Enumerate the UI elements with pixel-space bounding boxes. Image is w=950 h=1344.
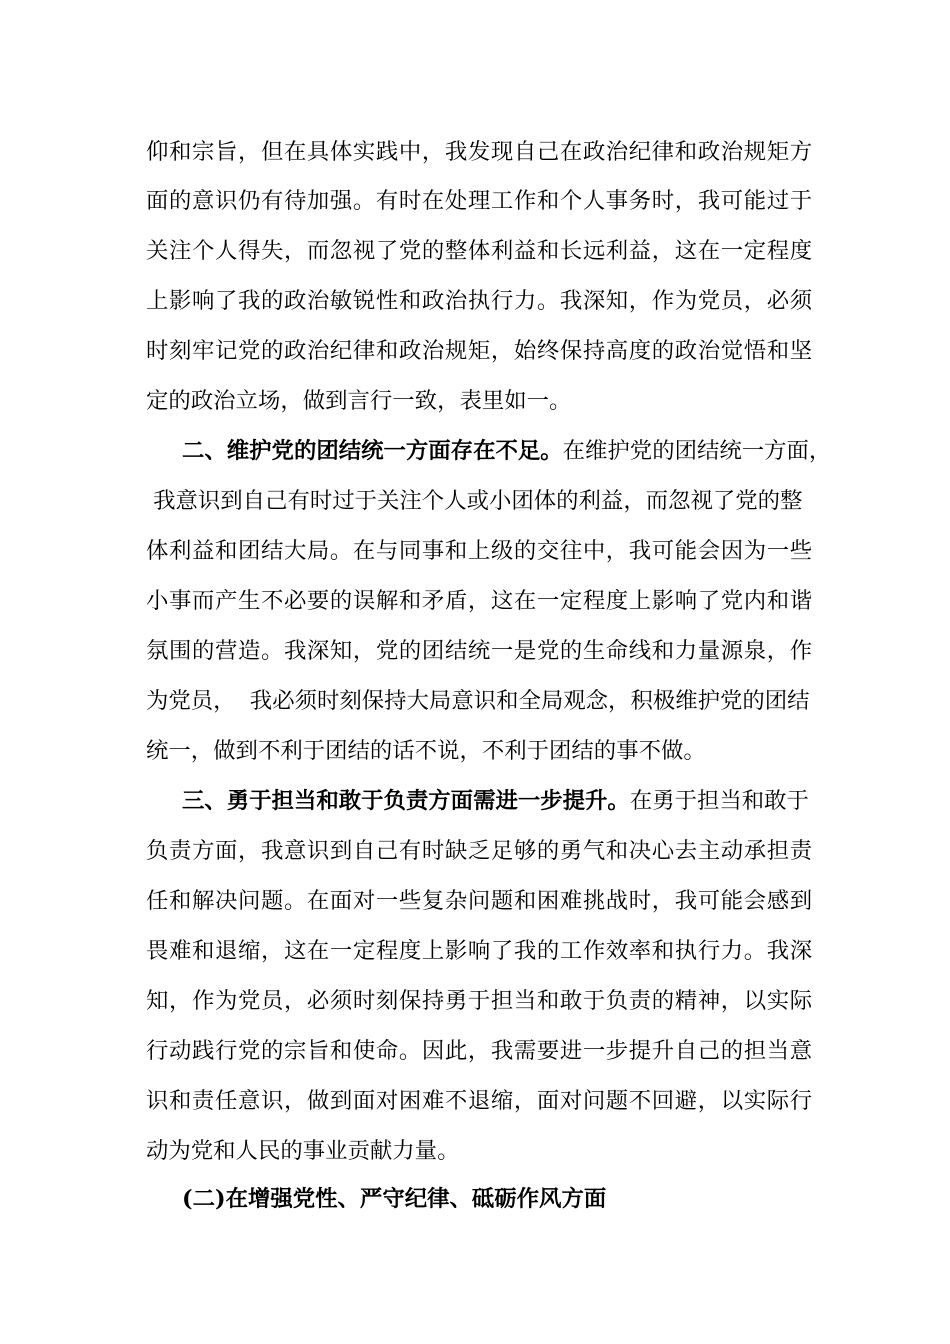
section-3-line-6: 行动践行党的宗旨和使命。因此，我需要进一步提升自己的担当意 xyxy=(146,1038,813,1064)
section-2-line-6: 为党员， 我必须时刻保持大局意识和全局观念，积极维护党的团结 xyxy=(146,688,810,714)
section-2-line-2: 我意识到自己有时过于关注个人或小团体的利益，而忽视了党的整 xyxy=(146,488,803,514)
section-3-line-4: 畏难和退缩，这在一定程度上影响了我的工作效率和执行力。我深 xyxy=(146,938,813,964)
section-3-line-2: 负责方面，我意识到自己有时缺乏足够的勇气和决心去主动承担责 xyxy=(146,838,813,864)
section-2-line-7: 统一，做到不利于团结的话不说，不利于团结的事不做。 xyxy=(146,738,706,764)
section-2-line-5: 氛围的营造。我深知，党的团结统一是党的生命线和力量源泉，作 xyxy=(146,638,813,664)
paragraph-1-line-6: 定的政治立场，做到言行一致，表里如一。 xyxy=(146,388,572,414)
section-2-line-4: 小事而产生不必要的误解和矛盾，这在一定程度上影响了党内和谐 xyxy=(146,588,813,614)
section-3-line-3: 任和解决问题。在面对一些复杂问题和困难挑战时，我可能会感到 xyxy=(146,888,813,914)
paragraph-1-line-3: 关注个人得失，而忽视了党的整体利益和长远利益，这在一定程度 xyxy=(146,238,813,264)
section-3-first-line-text: 在勇于担当和敢于 xyxy=(629,788,809,814)
subheading: (二)在增强党性、严守纪律、砥砺作风方面 xyxy=(182,1186,607,1212)
section-2-first-line-text: 在维护党的团结统一方面， xyxy=(562,438,832,464)
paragraph-1-line-4: 上影响了我的政治敏锐性和政治执行力。我深知，作为党员，必须 xyxy=(146,288,813,314)
section-2-heading: 二、维护党的团结统一方面存在不足。 xyxy=(182,438,563,464)
section-3-line-7: 识和责任意识，做到面对困难不退缩，面对问题不回避，以实际行 xyxy=(146,1088,813,1114)
paragraph-1-line-2: 面的意识仍有待加强。有时在处理工作和个人事务时，我可能过于 xyxy=(146,188,813,214)
section-3-line-8: 动为党和人民的事业贡献力量。 xyxy=(146,1138,460,1164)
paragraph-1-line-1: 仰和宗旨，但在具体实践中，我发现自己在政治纪律和政治规矩方 xyxy=(146,139,813,165)
section-2-first-line xyxy=(182,436,831,466)
section-2-line-3: 体利益和团结大局。在与同事和上级的交往中，我可能会因为一些 xyxy=(146,538,813,564)
paragraph-1-line-5: 时刻牢记党的政治纪律和政治规矩，始终保持高度的政治觉悟和坚 xyxy=(146,338,813,364)
section-3-line-5: 知，作为党员，必须时刻保持勇于担当和敢于负责的精神，以实际 xyxy=(146,988,813,1014)
section-3-heading: 三、勇于担当和敢于负责方面需进一步提升。 xyxy=(182,788,630,814)
section-3-first-line xyxy=(182,786,809,816)
